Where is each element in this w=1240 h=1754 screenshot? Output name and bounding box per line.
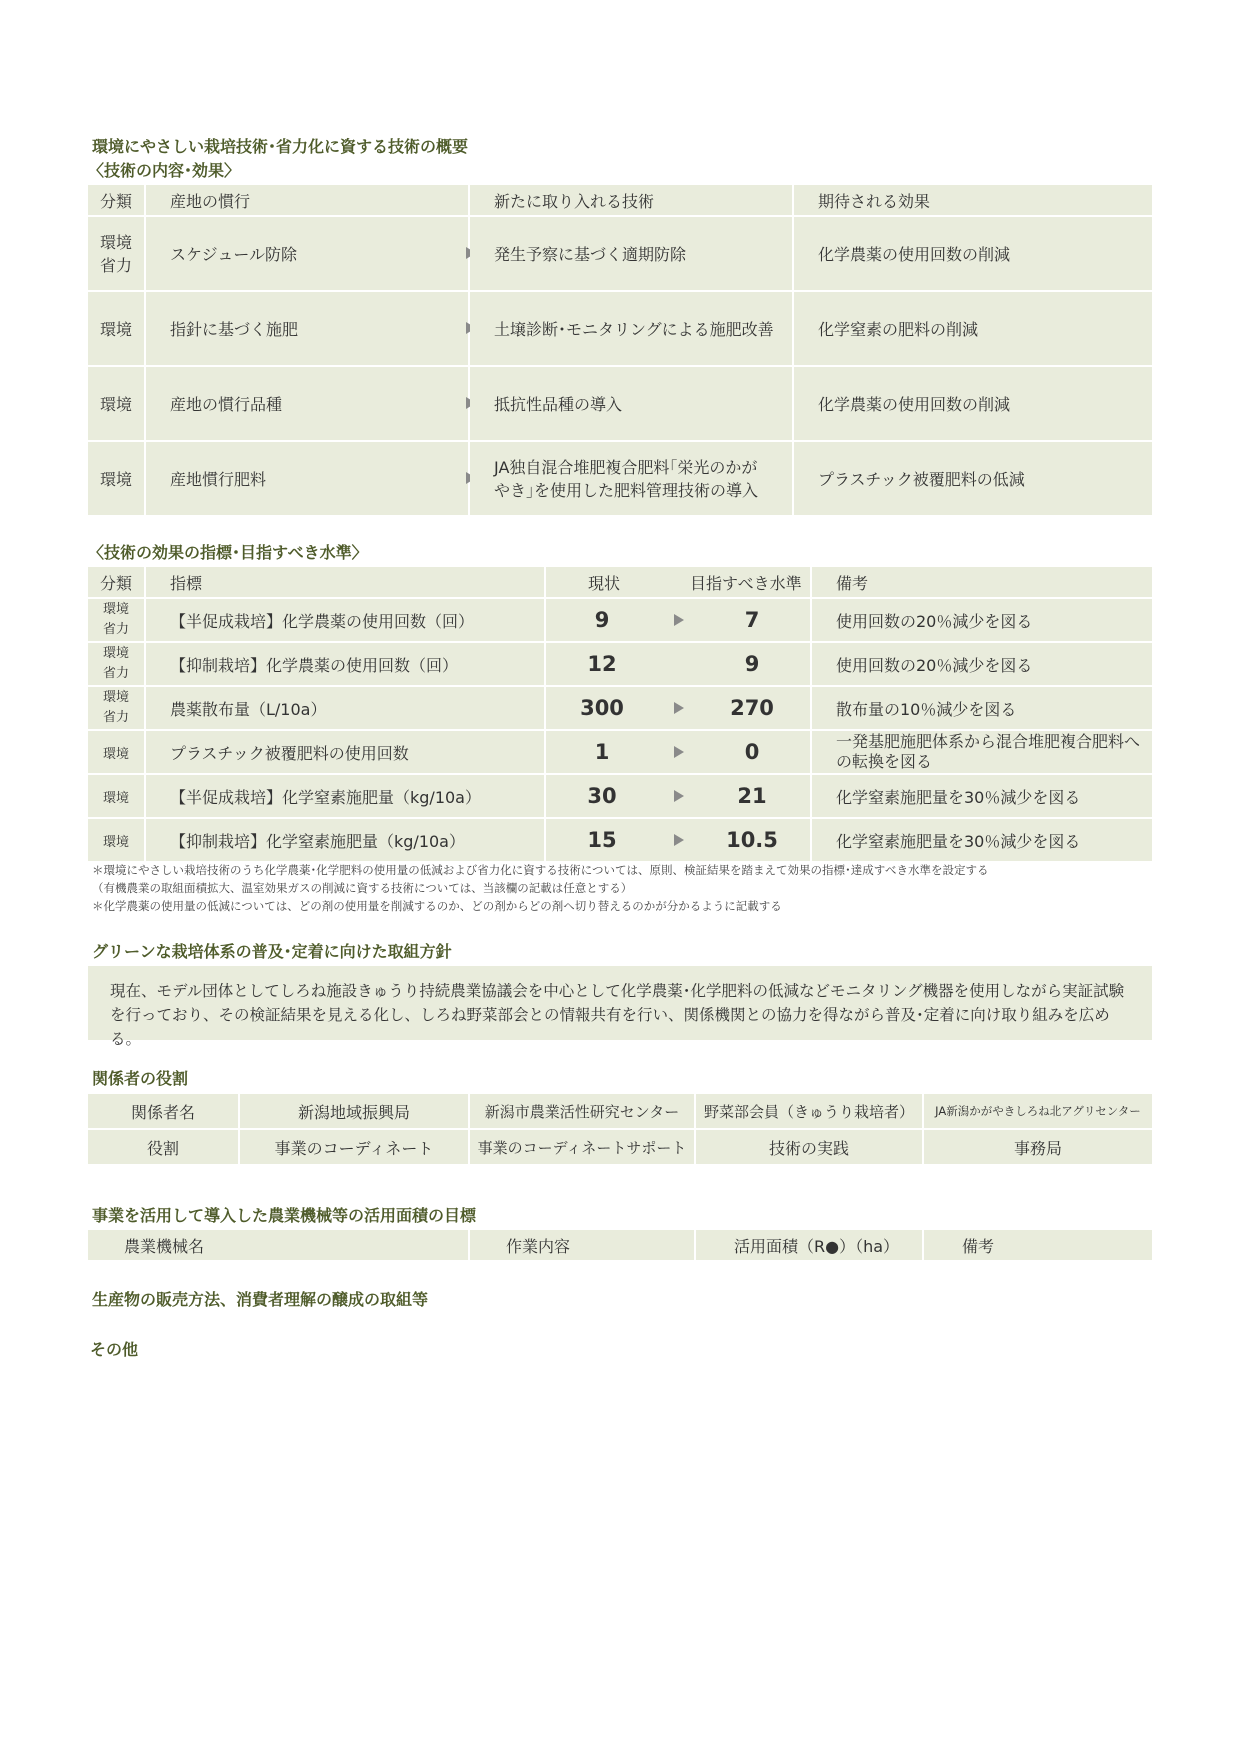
target-value: 7 [744,608,760,632]
target-value: 21 [737,784,767,808]
arrow-icon [674,834,684,846]
current-value: 300 [580,696,624,720]
row-category: 環境 [88,819,144,861]
row-indicator: 【抑制栽培】化学窒素施肥量（kg/10a） [146,819,544,861]
row-new-tech: 土壌診断･モニタリングによる施肥改善 [470,292,792,365]
target-value: 10.5 [726,828,778,852]
current-value: 30 [587,784,617,808]
row-practice: 産地慣行肥料 [146,442,468,515]
row-new-tech: 発生予察に基づく適期防除 [470,217,792,290]
row-new-tech: JA独自混合堆肥複合肥料｢栄光のかがやき｣を使用した肥料管理技術の導入 [470,442,792,515]
row-values [546,643,810,685]
row-practice: 指針に基づく施肥 [146,292,468,365]
party-role: 技術の実践 [696,1130,922,1164]
row-category: 環境 [88,292,144,365]
other-title: その他 [90,1340,139,1359]
current-value: 12 [587,652,617,676]
header-note: 備考 [812,567,1152,597]
target-value: 270 [730,696,774,720]
row-category: 環境 [88,367,144,440]
row-category: 環境 省力 [88,599,144,641]
header-work: 作業内容 [470,1230,694,1260]
row-indicator: 【半促成栽培】化学農薬の使用回数（回） [146,599,544,641]
row-indicator: 【抑制栽培】化学農薬の使用回数（回） [146,643,544,685]
party-name: 新潟市農業活性研究センター [470,1094,694,1128]
current-value: 1 [594,740,610,764]
party-name: JA新潟かがやきしろね北アグリセンター [924,1094,1152,1128]
header-effect: 期待される効果 [794,185,1152,215]
party-role: 事務局 [924,1130,1152,1164]
policy-body: 現在、モデル団体としてしろね施設きゅうり持続農業協議会を中心として化学農薬･化学肥料の低減などモニタリング機器を使用しながら実証試験を行っており、その検証結果を見える化し、しろね野菜部会との情報共有を行い、関係機関との協力を得ながら普及･定着に向け取り組みを広める。 [88,966,1152,1040]
row-indicator: 【半促成栽培】化学窒素施肥量（kg/10a） [146,775,544,817]
header-area: 活用面積（R●）（ha） [696,1230,922,1260]
row-category: 環境 省力 [88,217,144,290]
row-practice: 産地の慣行品種 [146,367,468,440]
header-practice: 産地の慣行 [146,185,468,215]
row-indicator: 農薬散布量（L/10a） [146,687,544,729]
machinery-title: 事業を活用して導入した農業機械等の活用面積の目標 [92,1206,477,1225]
party-role: 事業のコーディネートサポート [470,1130,694,1164]
row-values [546,599,810,641]
party-role: 事業のコーディネート [240,1130,468,1164]
header-category: 分類 [88,567,144,597]
arrow-icon [674,790,684,802]
roles-title: 関係者の役割 [92,1069,189,1088]
sales-title: 生産物の販売方法、消費者理解の醸成の取組等 [92,1290,429,1309]
footnote: ＊化学農薬の使用量の低減については、どの剤の使用量を削減するのか、どの剤からどの剤へ切り替えるのかが分かるように記載する [92,899,782,913]
row-category: 環境 [88,731,144,773]
row-category: 環境 [88,442,144,515]
header-new-tech: 新たに取り入れる技術 [470,185,792,215]
header-values [546,567,810,597]
row-values [546,687,810,729]
header-indicator: 指標 [146,567,544,597]
current-value: 15 [587,828,617,852]
footnote: ＊環境にやさしい栽培技術のうち化学農薬･化学肥料の使用量の低減および省力化に資する技術については、原則、検証結果を踏まえて効果の指標･達成すべき水準を設定する [92,863,989,877]
row-category: 環境 省力 [88,643,144,685]
overview-subtitle: 〈技術の内容･効果〉 [88,161,241,180]
row-values [546,775,810,817]
row-values [546,731,810,773]
row-effect: プラスチック被覆肥料の低減 [794,442,1152,515]
indicators-subtitle: 〈技術の効果の指標･目指すべき水準〉 [88,543,368,562]
target-value: 0 [744,740,760,764]
row-effect: 化学農薬の使用回数の削減 [794,367,1152,440]
roles-name-label: 関係者名 [88,1094,238,1128]
policy-title: グリーンな栽培体系の普及･定着に向けた取組方針 [92,942,452,961]
row-note: 化学窒素施肥量を30％減少を図る [812,775,1152,817]
row-values [546,819,810,861]
current-value: 9 [594,608,610,632]
header-machine-name: 農業機械名 [88,1230,468,1260]
roles-role-label: 役割 [88,1130,238,1164]
row-note: 使用回数の20％減少を図る [812,599,1152,641]
row-new-tech: 抵抗性品種の導入 [470,367,792,440]
header-target: 目指すべき水準 [690,573,802,593]
row-effect: 化学農薬の使用回数の削減 [794,217,1152,290]
target-value: 9 [744,652,760,676]
footnote: （有機農業の取組面積拡大、温室効果ガスの削減に資する技術については、当該欄の記載は任意とする） [92,881,633,895]
row-note: 一発基肥施肥体系から混合堆肥複合肥料への転換を図る [812,731,1152,773]
row-category: 環境 [88,775,144,817]
row-note: 使用回数の20％減少を図る [812,643,1152,685]
arrow-icon [674,746,684,758]
row-indicator: プラスチック被覆肥料の使用回数 [146,731,544,773]
row-category: 環境 省力 [88,687,144,729]
party-name: 新潟地域振興局 [240,1094,468,1128]
row-note: 散布量の10％減少を図る [812,687,1152,729]
row-practice: スケジュール防除 [146,217,468,290]
header-remarks: 備考 [924,1230,1152,1260]
header-current: 現状 [588,573,621,593]
header-category: 分類 [88,185,144,215]
row-note: 化学窒素施肥量を30％減少を図る [812,819,1152,861]
party-name: 野菜部会員（きゅうり栽培者） [696,1094,922,1128]
arrow-icon [674,702,684,714]
row-effect: 化学窒素の肥料の削減 [794,292,1152,365]
overview-title: 環境にやさしい栽培技術･省力化に資する技術の概要 [92,137,469,156]
arrow-icon [674,614,684,626]
